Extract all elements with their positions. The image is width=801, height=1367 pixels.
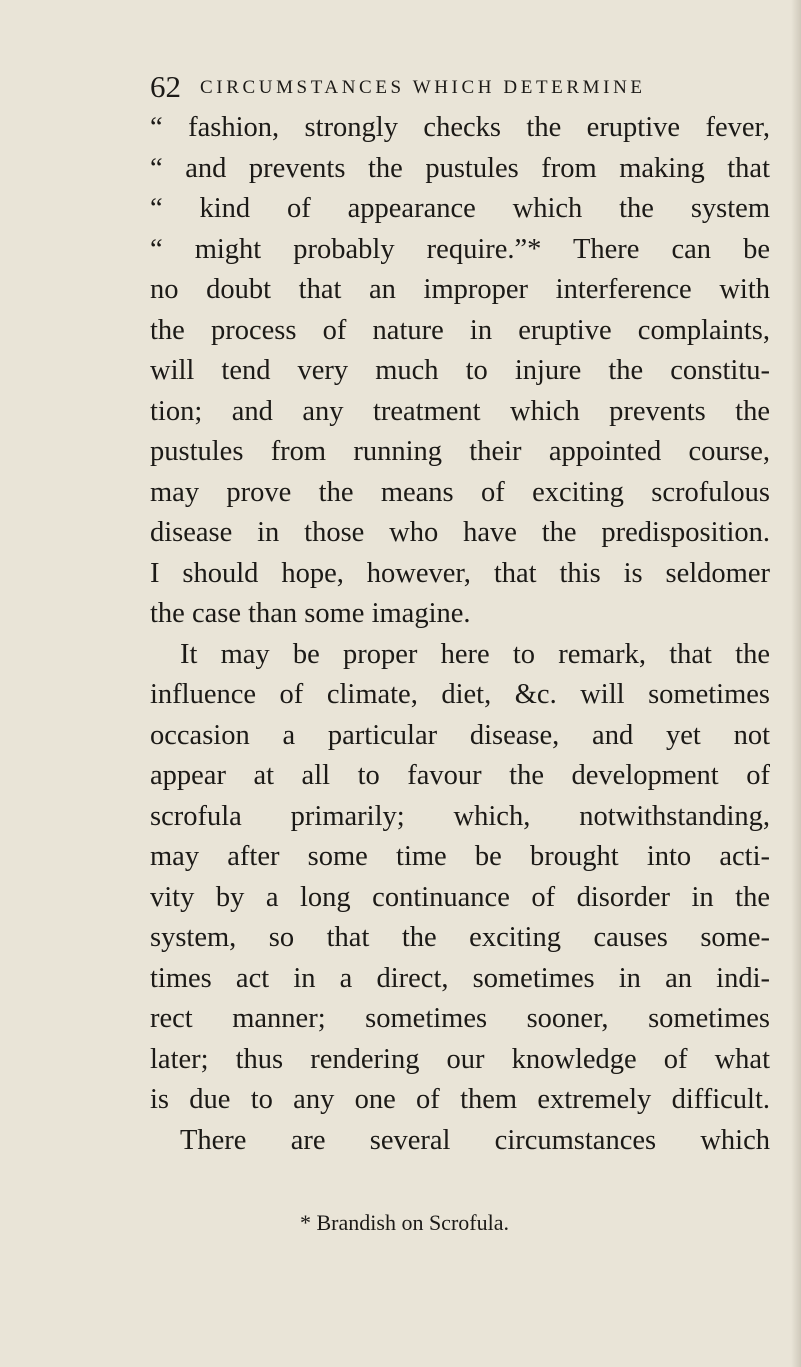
text-line-2: “ and prevents the pustules from making that — [150, 152, 770, 184]
text-line-11: disease in those who have the predisposition. — [150, 517, 770, 548]
text-line-23: rect manner; sometimes sooner, sometimes — [150, 1003, 770, 1034]
text-line-18: scrofula primarily; which, notwithstanding, — [150, 800, 770, 832]
text-line-14: It may be proper here to remark, that the — [180, 638, 770, 670]
text-line-10: may prove the means of exciting scrofulous — [150, 476, 770, 508]
text-line-1: “ fashion, strongly checks the eruptive fever, — [150, 112, 770, 143]
page-header — [150, 68, 770, 108]
text-line-19: may after some time be brought into acti- — [150, 841, 770, 872]
page-number: 62 — [150, 69, 181, 104]
text-line-22: times act in a direct, sometimes in an indi- — [150, 962, 770, 994]
text-line-16: occasion a particular disease, and yet not — [150, 719, 770, 751]
text-line-24: later; thus rendering our knowledge of what — [150, 1043, 770, 1075]
footnote: * Brandish on Scrofula. — [300, 1210, 509, 1235]
text-line-12: I should hope, however, that this is seldomer — [150, 557, 770, 589]
body-text — [150, 108, 770, 1161]
text-line-17: appear at all to favour the development of — [150, 760, 770, 791]
text-line-21: system, so that the exciting causes some- — [150, 922, 770, 953]
text-line-4: “ might probably require.”* There can be — [150, 233, 770, 265]
text-line-7: will tend very much to injure the constitu- — [150, 355, 770, 386]
text-line-15: influence of climate, diet, &c. will sometimes — [150, 679, 770, 710]
text-line-3: “ kind of appearance which the system — [150, 193, 770, 224]
page-edge-shadow — [791, 0, 801, 1367]
text-line-20: vity by a long continuance of disorder in the — [150, 881, 770, 913]
text-line-26: There are several circumstances which — [180, 1124, 770, 1156]
text-line-8: tion; and any treatment which prevents the — [150, 395, 770, 427]
text-line-13: the case than some imagine. — [150, 598, 471, 629]
running-head: CIRCUMSTANCES WHICH DETERMINE — [200, 77, 646, 98]
text-line-6: the process of nature in eruptive complaints, — [150, 314, 770, 346]
text-line-9: pustules from running their appointed course, — [150, 436, 770, 467]
text-line-25: is due to any one of them extremely difficult. — [150, 1084, 770, 1115]
text-line-5: no doubt that an improper interference with — [150, 274, 770, 305]
